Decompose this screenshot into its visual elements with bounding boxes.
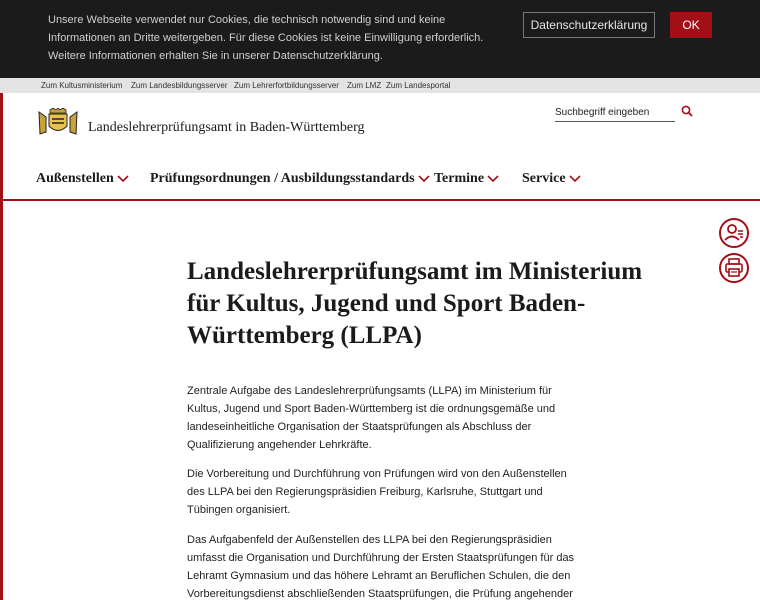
search-icon[interactable] xyxy=(681,105,693,117)
paragraph-2: Die Vorbereitung und Durchführung von Prüfungen wird von den Außenstellen des LLPA bei den Regierungspräsidien Freiburg, Karlsruhe, Stuttgart und Tübingen organisiert. xyxy=(187,468,567,516)
nav-label: Termine xyxy=(434,171,485,186)
chevron-down-icon xyxy=(569,175,581,183)
link-lmz[interactable]: Zum LMZ xyxy=(347,81,382,90)
nav-item-pruefungsordnungen[interactable] xyxy=(150,171,430,187)
contact-person-icon xyxy=(721,220,747,246)
link-kultusministerium[interactable]: Zum Kultusministerium xyxy=(41,81,123,90)
print-button[interactable] xyxy=(719,253,749,283)
nav-item-aussenstellen[interactable] xyxy=(36,171,129,187)
site-title[interactable]: Landeslehrerprüfungsamt in Baden-Württemberg xyxy=(88,120,365,135)
chevron-down-icon xyxy=(418,175,430,183)
nav-label: Service xyxy=(522,171,566,186)
nav-item-service[interactable] xyxy=(522,171,581,187)
page-title: Landeslehrerprüfungsamt im Ministerium für Kultus, Jugend und Sport Baden-Württemberg (LLPA) xyxy=(187,258,643,349)
link-landesbildungsserver[interactable]: Zum Landesbildungsserver xyxy=(131,81,228,90)
chevron-down-icon xyxy=(117,175,129,183)
nav-divider xyxy=(3,199,760,201)
coat-of-arms-icon[interactable] xyxy=(36,108,80,136)
chevron-down-icon xyxy=(487,175,499,183)
cookie-ok-button[interactable]: OK xyxy=(670,12,712,38)
nav-item-termine[interactable] xyxy=(434,171,499,187)
service-bar xyxy=(0,78,760,93)
privacy-policy-button[interactable]: Datenschutzerklärung xyxy=(523,12,655,38)
cookie-text: Unsere Webseite verwendet nur Cookies, die technisch notwendig sind und keine Informationen an Dritte weitergeben. Für diese Cookies ist keine Einwilligung erforderlich. Weitere Informationen erhalten Sie in unserer Datenschutzerklärung. xyxy=(48,14,484,62)
nav-label: Prüfungsordnungen / Ausbildungsstandards xyxy=(150,171,415,186)
cookie-banner xyxy=(0,0,760,78)
contact-button[interactable] xyxy=(719,218,749,248)
print-icon xyxy=(721,255,747,281)
nav-label: Außenstellen xyxy=(36,171,114,186)
paragraph-3: Das Aufgabenfeld der Außenstellen des LLPA bei den Regierungspräsidien umfasst die Organisation und Durchführung der Ersten Staatsprüfungen für das Lehramt Gymnasium und das höhere Lehramt an Beruflichen Schulen, die den Vorbereitungsdienst abschließenden Staatsprüfungen, die Prüfung angehender xyxy=(187,534,575,600)
link-landesportal[interactable]: Zum Landesportal xyxy=(386,81,451,90)
link-lehrerfortbildungsserver[interactable]: Zum Lehrerfortbildungsserver xyxy=(234,81,339,90)
search-input[interactable] xyxy=(555,104,675,122)
paragraph-1: Zentrale Aufgabe des Landeslehrerprüfungsamts (LLPA) im Ministerium für Kultus, Jugend und Sport Baden-Württemberg ist die ordnungsgemäße und landeseinheitliche Organisation der Staatsprüfungen als Abschluss der Qualifizierung angehender Lehrkräfte. xyxy=(187,385,556,451)
left-accent-line xyxy=(0,93,3,600)
